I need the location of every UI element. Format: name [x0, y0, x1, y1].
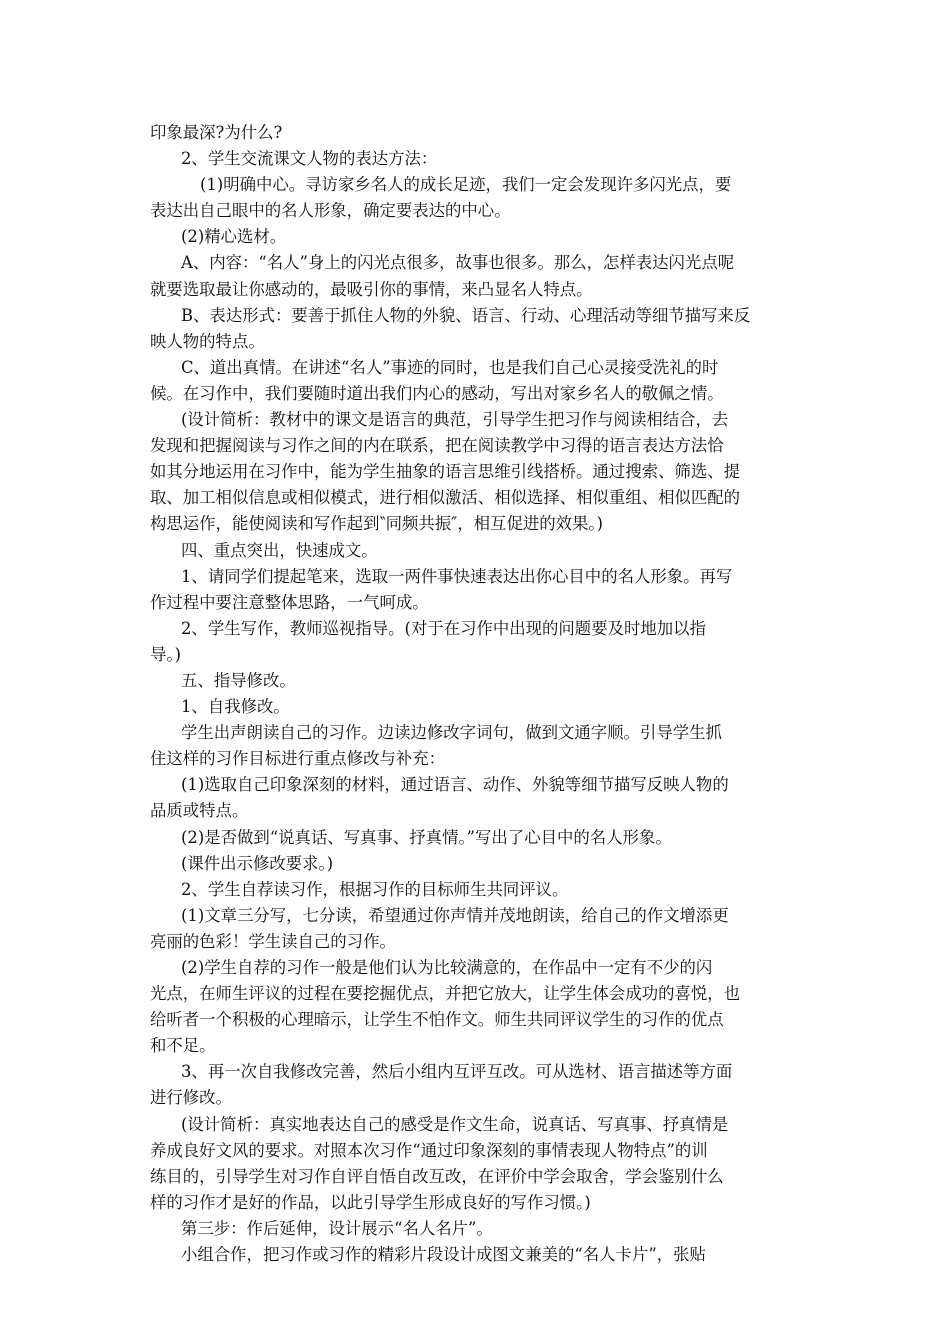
text-line: 进行修改。: [150, 1088, 232, 1108]
text-line: 就要选取最让你感动的，最吸引你的事情，来凸显名人特点。: [150, 279, 593, 299]
text-line: 光点，在师生评议的过程在要挖掘优点，并把它放大，让学生体会成功的喜悦，也: [150, 984, 741, 1004]
text-line: 和不足。: [150, 1036, 216, 1056]
text-line: 亮丽的色彩！学生读自己的习作。: [150, 931, 396, 951]
text-line: 2、学生交流课文人物的表达方法：: [181, 149, 438, 169]
text-line: 小组合作，把习作或习作的精彩片段设计成图文兼美的“名人卡片”，张贴: [181, 1245, 706, 1265]
text-line: 2、学生自荐读习作，根据习作的目标师生共同评议。: [181, 879, 569, 899]
text-line: 发现和把握阅读与习作之间的内在联系，把在阅读教学中习得的语言表达方法恰: [150, 436, 724, 456]
text-line: 四、重点突出，快速成文。: [181, 540, 378, 560]
text-line: 如其分地运用在习作中，能为学生抽象的语言思维引线搭桥。通过搜索、筛选、提: [150, 462, 741, 482]
text-line: (课件出示修改要求。): [181, 853, 334, 873]
text-line: 住这样的习作目标进行重点修改与补充：: [150, 749, 446, 769]
text-line: 1、自我修改。: [181, 697, 290, 717]
text-line: 学生出声朗读自己的习作。边读边修改字词句，做到文通字顺。引导学生抓: [181, 723, 722, 743]
text-line: 五、指导修改。: [181, 670, 296, 690]
text-line: 2、学生写作，教师巡视指导。(对于在习作中出现的问题要及时地加以指: [181, 618, 706, 638]
text-line: (2)学生自荐的习作一般是他们认为比较满意的，在作品中一定有不少的闪: [181, 958, 713, 977]
text-line: 导。): [150, 644, 181, 664]
text-line: 映人物的特点。: [150, 331, 265, 351]
text-line: (2)精心选材。: [181, 227, 287, 247]
text-line: 练目的，引导学生对习作自评自悟自改互改，在评价中学会取舍，学会鉴别什么: [150, 1166, 724, 1186]
text-line: 印象最深?为什么?: [150, 123, 283, 142]
text-line: (设计简析：教材中的课文是语言的典范，引导学生把习作与阅读相结合，去: [181, 410, 729, 430]
text-line: 作过程中要注意整体思路，一气呵成。: [150, 592, 429, 612]
text-line: 品质或特点。: [150, 801, 249, 821]
text-line: 1、请同学们提起笔来，选取一两件事快速表达出你心目中的名人形象。再写: [181, 566, 733, 586]
text-line: B、表达形式：要善于抓住人物的外貌、语言、行动、心理活动等细节描写来反: [181, 305, 751, 325]
text-line: (1)明确中心。寻访家乡名人的成长足迹，我们一定会发现许多闪光点，要: [200, 175, 732, 195]
text-line: 样的习作才是好的作品，以此引导学生形成良好的写作习惯。): [150, 1192, 591, 1212]
text-line: (设计简析：真实地表达自己的感受是作文生命，说真话、写真事、抒真情是: [181, 1114, 729, 1134]
text-line: (1)选取自己印象深刻的材料，通过语言、动作、外貌等细节描写反映人物的: [181, 775, 729, 795]
text-line: 养成良好文风的要求。对照本次习作“通过印象深刻的事情表现人物特点”的训: [150, 1140, 708, 1160]
text-line: C、道出真情。在讲述“名人”事迹的同时，也是我们自己心灵接受洗礼的时: [181, 357, 719, 377]
text-line: 构思运作，能使阅读和写作起到‶同频共振″，相互促进的效果。): [150, 514, 603, 534]
text-line: 候。在习作中，我们要随时道出我们内心的感动，写出对家乡名人的敬佩之情。: [150, 383, 724, 403]
text-line: 第三步：作后延伸，设计展示“名人名片”。: [181, 1218, 493, 1238]
text-line: (1)文章三分写，七分读，希望通过你声情并茂地朗读，给自己的作文增添更: [181, 905, 729, 925]
text-line: 取、加工相似信息或相似模式，进行相似激活、相似选择、相似重组、相似匹配的: [150, 488, 741, 508]
text-line: 表达出自己眼中的名人形象，确定要表达的中心。: [150, 201, 511, 221]
document-body: [150, 120, 810, 1268]
text-line: 给听者一个积极的心理暗示，让学生不怕作文。师生共同评议学生的习作的优点: [150, 1010, 724, 1030]
text-line: (2)是否做到“说真话、写真事、抒真情。”写出了心目中的名人形象。: [181, 827, 672, 847]
text-line: A、内容：“名人”身上的闪光点很多，故事也很多。那么，怎样表达闪光点呢: [181, 253, 735, 273]
text-line: 3、再一次自我修改完善，然后小组内互评互改。可从选材、语言描述等方面: [181, 1062, 733, 1082]
